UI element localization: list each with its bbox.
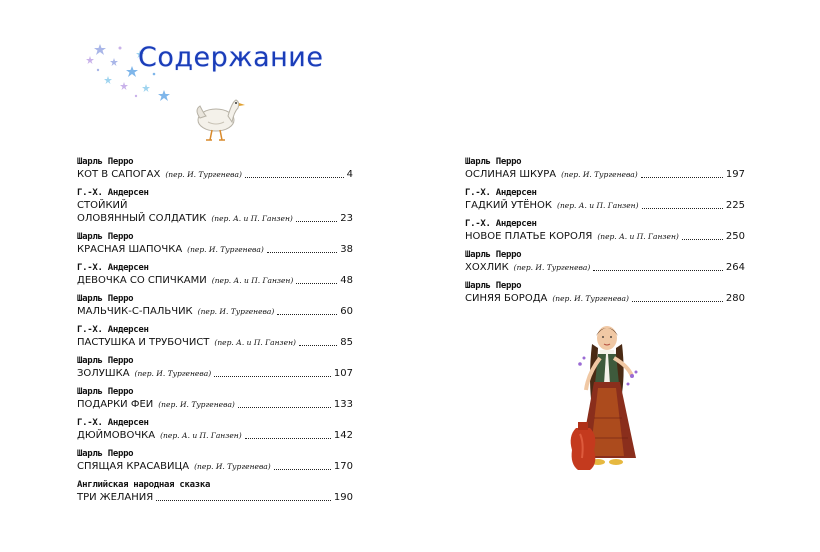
toc-leader-dots	[593, 270, 723, 271]
toc-entry[interactable]	[77, 262, 353, 287]
toc-translator: (пер. И. Тургенева)	[165, 170, 242, 179]
toc-translator: (пер. А. и П. Ганзен)	[557, 201, 639, 210]
toc-page-number: 133	[333, 399, 353, 410]
toc-leader-dots	[296, 221, 337, 222]
toc-title: СИНЯЯ БОРОДА	[465, 293, 548, 304]
toc-line	[77, 460, 353, 473]
toc-page-number: 85	[340, 337, 353, 348]
toc-leader-dots	[277, 314, 337, 315]
toc-leader-dots	[267, 252, 337, 253]
toc-author: Английская народная сказка	[77, 480, 211, 490]
toc-entry[interactable]	[77, 448, 353, 473]
toc-translator: (пер. А. и П. Ганзен)	[214, 338, 296, 347]
toc-title: ПАСТУШКА И ТРУБОЧИСТ	[77, 337, 210, 348]
toc-page-number: 23	[340, 213, 353, 224]
toc-author: Шарль Перро	[77, 232, 134, 242]
toc-title: ХОХЛИК	[465, 262, 509, 273]
toc-title: НОВОЕ ПЛАТЬЕ КОРОЛЯ	[465, 231, 593, 242]
toc-title: КОТ В САПОГАХ	[77, 169, 161, 180]
toc-leader-dots	[214, 376, 331, 377]
toc-translator: (пер. И. Тургенева)	[561, 170, 638, 179]
toc-line	[77, 212, 353, 225]
toc-line	[77, 336, 353, 349]
toc-leader-dots	[156, 500, 331, 501]
toc-translator: (пер. И. Тургенева)	[187, 245, 264, 254]
toc-entry[interactable]	[77, 293, 353, 318]
toc-line	[77, 491, 353, 504]
toc-author: Шарль Перро	[77, 387, 134, 397]
toc-title: ТРИ ЖЕЛАНИЯ	[77, 492, 154, 503]
toc-translator: (пер. А. и П. Ганзен)	[160, 431, 242, 440]
toc-translator: (пер. А. и П. Ганзен)	[211, 214, 293, 223]
toc-page-number: 280	[725, 293, 745, 304]
toc-author: Шарль Перро	[77, 157, 134, 167]
toc-translator: (пер. А. и П. Ганзен)	[211, 276, 294, 285]
toc-translator: (пер. И. Тургенева)	[197, 307, 275, 316]
toc-author: Г.-Х. Андерсен	[77, 418, 149, 428]
toc-author: Шарль Перро	[465, 157, 522, 167]
toc-leader-dots	[296, 283, 337, 284]
goose-illustration-icon	[190, 92, 246, 144]
toc-translator: (пер. А. и П. Ганзен)	[597, 232, 679, 241]
toc-entry[interactable]	[77, 479, 353, 504]
toc-author: Шарль Перро	[77, 294, 134, 304]
toc-author: Г.-Х. Андерсен	[77, 188, 149, 198]
toc-title: КРАСНАЯ ШАПОЧКА	[77, 244, 183, 255]
toc-leader-dots	[299, 345, 337, 346]
toc-page-number: 142	[333, 430, 353, 441]
toc-right-list	[465, 156, 745, 311]
toc-line	[77, 274, 353, 287]
toc-translator: (пер. И. Тургенева)	[552, 294, 629, 303]
toc-author: Г.-Х. Андерсен	[465, 219, 537, 229]
toc-page-number: 264	[725, 262, 745, 273]
toc-title: ОСЛИНАЯ ШКУРА	[465, 169, 557, 180]
toc-translator: (пер. И. Тургенева)	[194, 462, 271, 471]
toc-line	[77, 243, 353, 256]
toc-entry[interactable]	[465, 187, 745, 212]
right-page	[410, 0, 820, 552]
toc-title: СПЯЩАЯ КРАСАВИЦА	[77, 461, 190, 472]
toc-page-number: 60	[340, 306, 353, 317]
toc-title: ГАДКИЙ УТЁНОК	[465, 200, 553, 211]
toc-author: Шарль Перро	[465, 250, 522, 260]
toc-author: Шарль Перро	[77, 449, 134, 459]
toc-author: Шарль Перро	[77, 356, 134, 366]
toc-entry[interactable]	[465, 249, 745, 274]
toc-page-number: 107	[333, 368, 353, 379]
toc-page-number: 38	[340, 244, 353, 255]
toc-line	[77, 429, 353, 442]
toc-author: Г.-Х. Андерсен	[465, 188, 537, 198]
toc-title: ДЮЙМОВОЧКА	[77, 430, 156, 441]
toc-author: Г.-Х. Андерсен	[77, 325, 149, 335]
toc-title: МАЛЬЧИК-С-ПАЛЬЧИК	[77, 306, 193, 317]
toc-translator: (пер. И. Тургенева)	[158, 400, 235, 409]
toc-page-number: 170	[333, 461, 353, 472]
toc-line	[465, 292, 745, 305]
toc-line	[77, 367, 353, 380]
toc-leader-dots	[245, 177, 344, 178]
toc-page-number: 48	[340, 275, 353, 286]
toc-entry[interactable]	[77, 386, 353, 411]
toc-line	[465, 199, 745, 212]
toc-author: Г.-Х. Андерсен	[77, 263, 149, 273]
toc-leader-dots	[632, 301, 723, 302]
toc-translator: (пер. И. Тургенева)	[513, 263, 591, 272]
toc-entry[interactable]	[465, 156, 745, 181]
toc-title: ОЛОВЯННЫЙ СОЛДАТИК	[77, 213, 207, 224]
toc-page-number: 250	[725, 231, 745, 242]
page-title: Содержание	[138, 42, 324, 73]
toc-entry[interactable]	[77, 355, 353, 380]
toc-leader-dots	[682, 239, 723, 240]
toc-leader-dots	[641, 177, 723, 178]
toc-title: ЗОЛУШКА	[77, 368, 130, 379]
toc-page-number: 225	[725, 200, 745, 211]
toc-leader-dots	[274, 469, 331, 470]
toc-page-number: 4	[346, 169, 353, 180]
toc-line	[465, 230, 745, 243]
toc-line	[77, 168, 353, 181]
toc-line	[77, 305, 353, 318]
toc-entry[interactable]	[77, 156, 353, 181]
toc-entry[interactable]	[465, 280, 745, 305]
toc-entry[interactable]	[77, 324, 353, 349]
toc-leader-dots	[642, 208, 723, 209]
toc-left-list	[77, 156, 353, 510]
toc-page-number: 197	[725, 169, 745, 180]
toc-title-first-line: СТОЙКИЙ	[77, 200, 128, 211]
toc-title: ДЕВОЧКА СО СПИЧКАМИ	[77, 275, 207, 286]
toc-leader-dots	[238, 407, 331, 408]
toc-page-number: 190	[333, 492, 353, 503]
toc-author: Шарль Перро	[465, 281, 522, 291]
toc-line	[465, 261, 745, 274]
toc-leader-dots	[245, 438, 331, 439]
toc-entry[interactable]	[77, 187, 353, 225]
toc-translator: (пер. И. Тургенева)	[134, 369, 212, 378]
toc-line	[465, 168, 745, 181]
toc-line	[77, 398, 353, 411]
toc-entry[interactable]	[465, 218, 745, 243]
toc-entry[interactable]	[77, 417, 353, 442]
toc-title: ПОДАРКИ ФЕИ	[77, 399, 154, 410]
toc-entry[interactable]	[77, 231, 353, 256]
girl-with-jug-illustration-icon	[558, 318, 658, 478]
